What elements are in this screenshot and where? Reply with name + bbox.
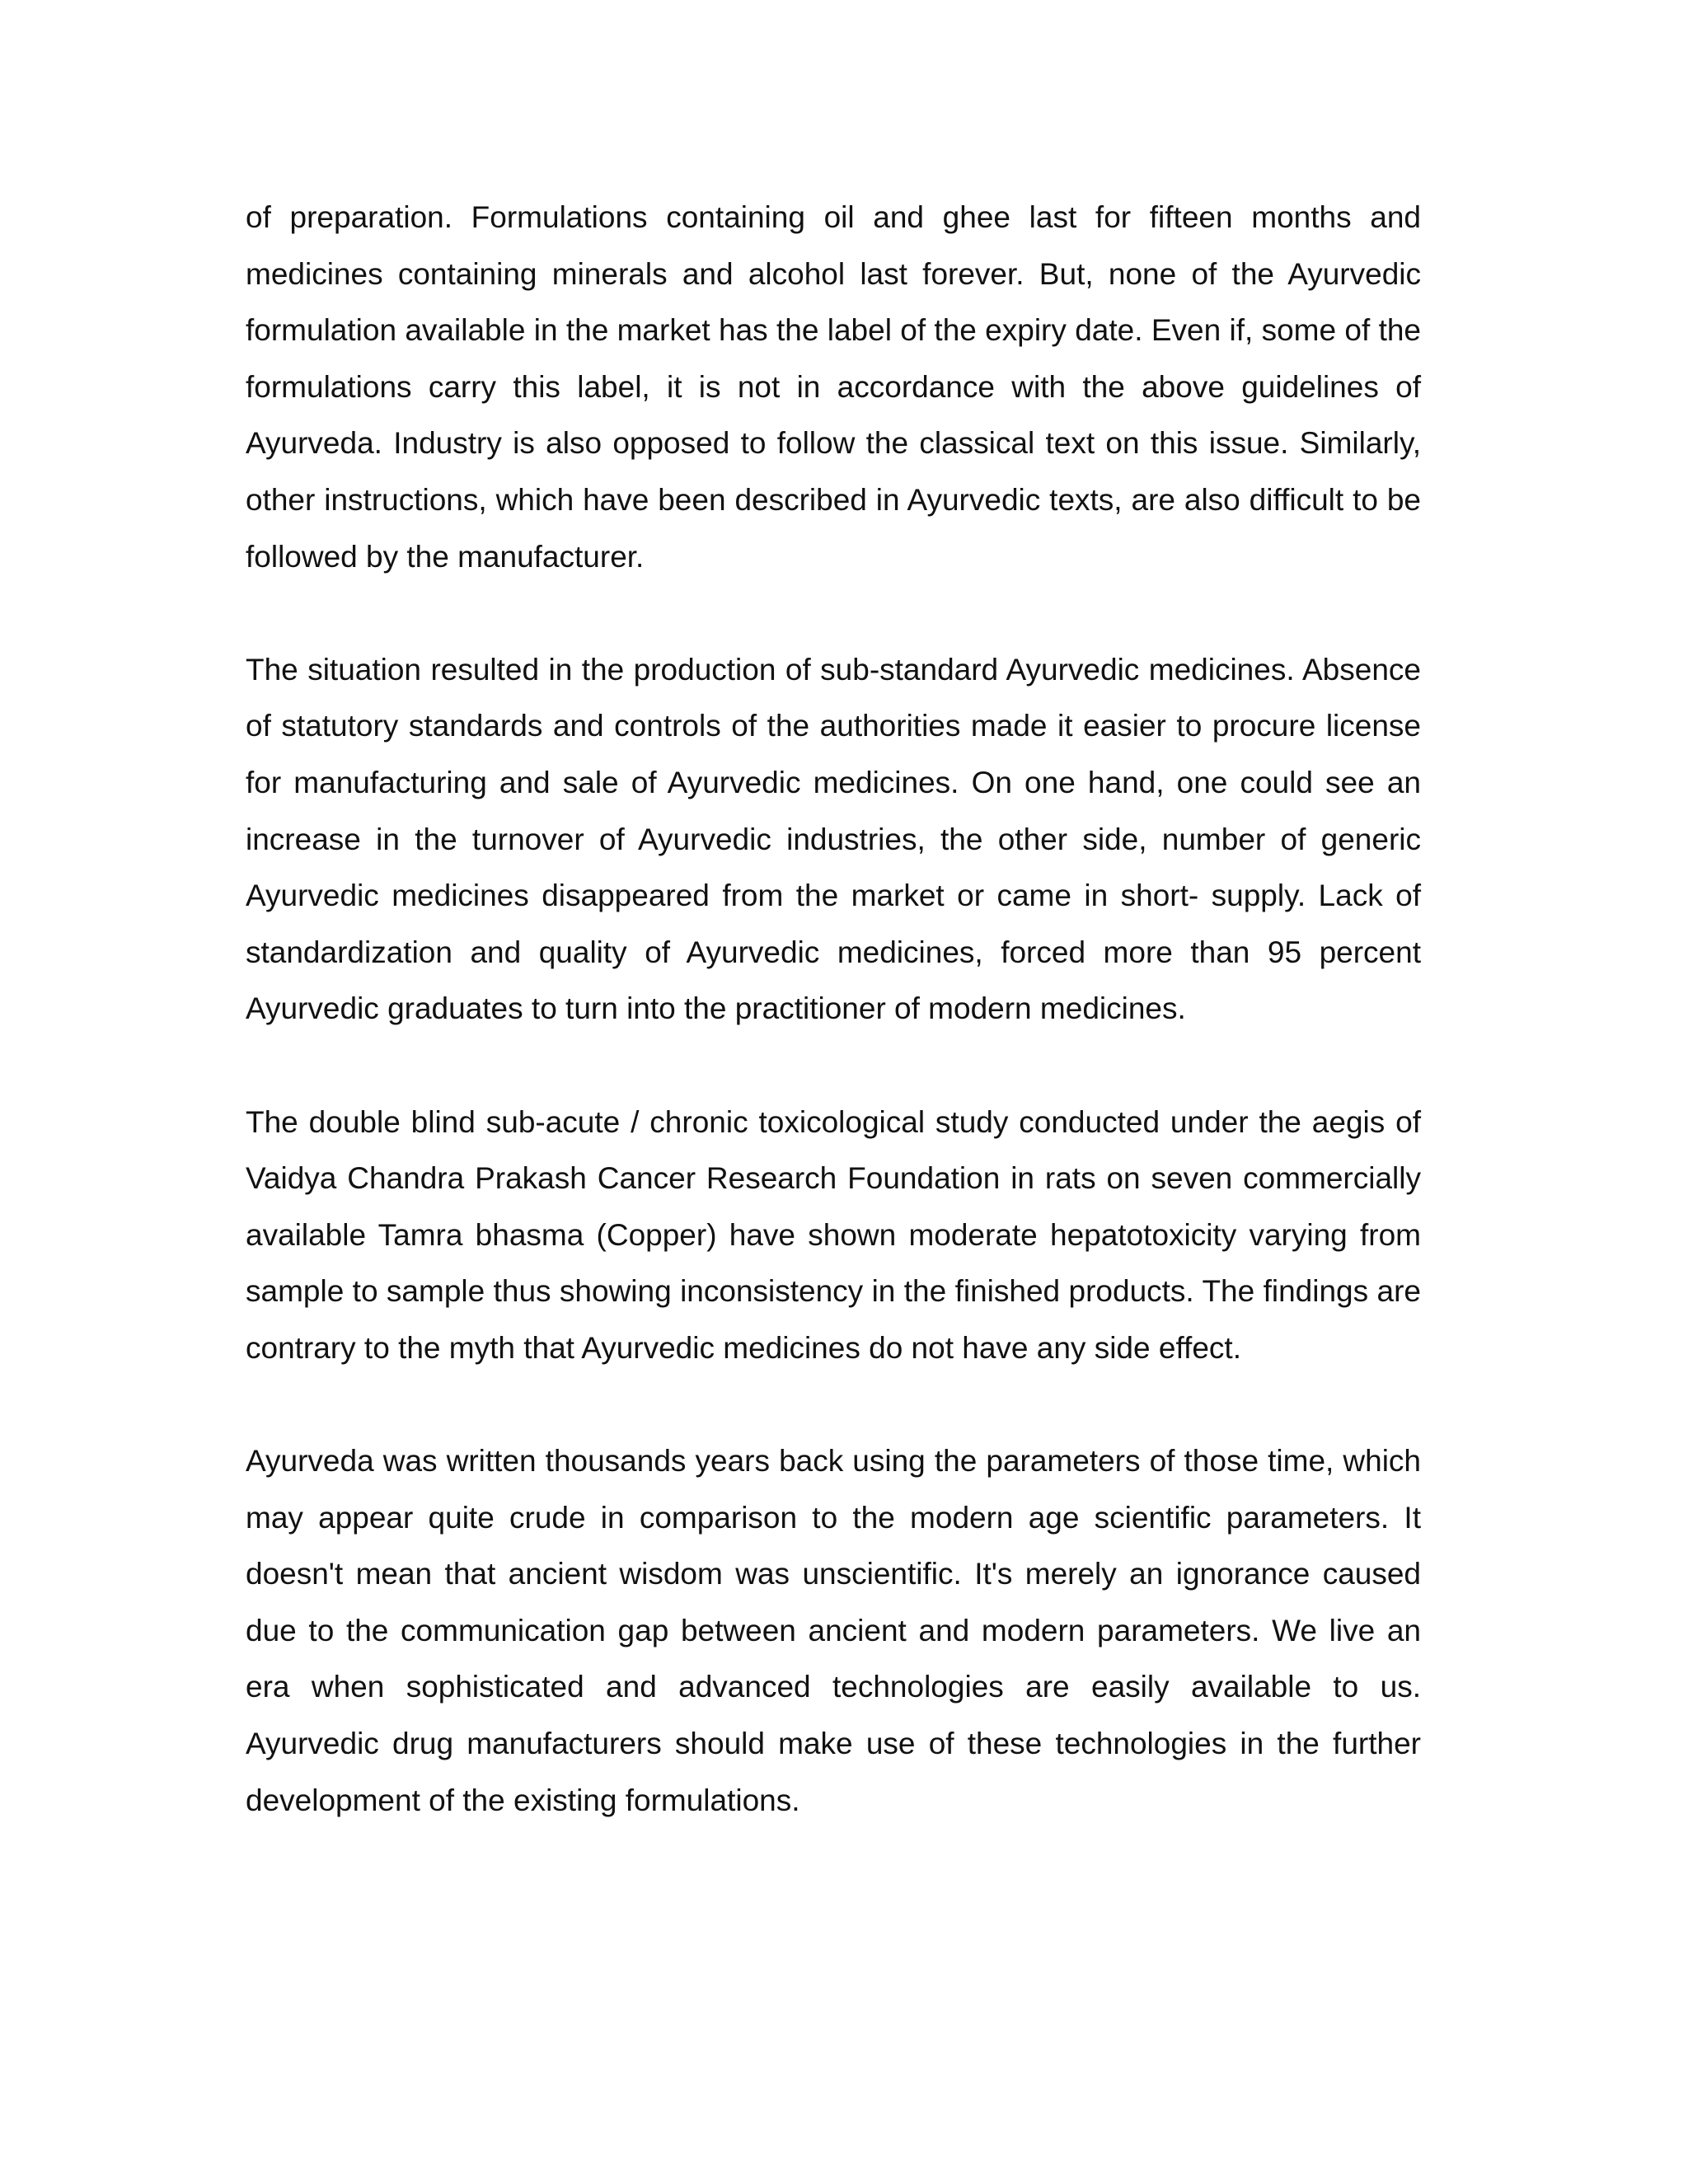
paragraph-substandard-medicines: The situation resulted in the production of sub-standard Ayurvedic medicines. Absence of statutory standards and controls of the authorities made it easier to procure license for manufacturing and sale of Ayurvedic medicines. On one hand, one could see an increase in the turnover of Ayurvedic industries, the other side, number of generic Ayurvedic medicines disappeared from the market or came in short- supply. Lack of standardization and quality of Ayurvedic medicines, forced more than 95 percent Ayurvedic graduates to turn into the practitioner of modern medicines. [246, 652, 1421, 1026]
paragraph-modern-technologies: Ayurveda was written thousands years back using the parameters of those time, which may appear quite crude in comparison to the modern age scientific parameters. It doesn't mean that ancient wisdom was unscientific. It's merely an ignorance caused due to the communication gap between ancient and modern parameters. We live an era when sophisticated and advanced technologies are easily available to us. Ayurvedic drug manufacturers should make use of these technologies in the further development of the existing formulations. [246, 1444, 1421, 1817]
paragraph-expiry-labeling: of preparation. Formulations containing oil and ghee last for fifteen months and medicines containing minerals and alcohol last forever. But, none of the Ayurvedic formulation available in the market has the label of the expiry date. Even if, some of the formulations carry this label, it is not in accordance with the above guidelines of Ayurveda. Industry is also opposed to follow the classical text on this issue. Similarly, other instructions, which have been described in Ayurvedic texts, are also difficult to be followed by the manufacturer. [246, 200, 1421, 574]
paragraph-toxicological-study: The double blind sub-acute / chronic toxicological study conducted under the aegis of Vaidya Chandra Prakash Cancer Research Foundation in rats on seven commercially available Tamra bhasma (Copper) have shown moderate hepatotoxicity varying from sample to sample thus showing inconsistency in the finished products. The findings are contrary to the myth that Ayurvedic medicines do not have any side effect. [246, 1104, 1421, 1365]
text-column [246, 190, 1421, 1886]
